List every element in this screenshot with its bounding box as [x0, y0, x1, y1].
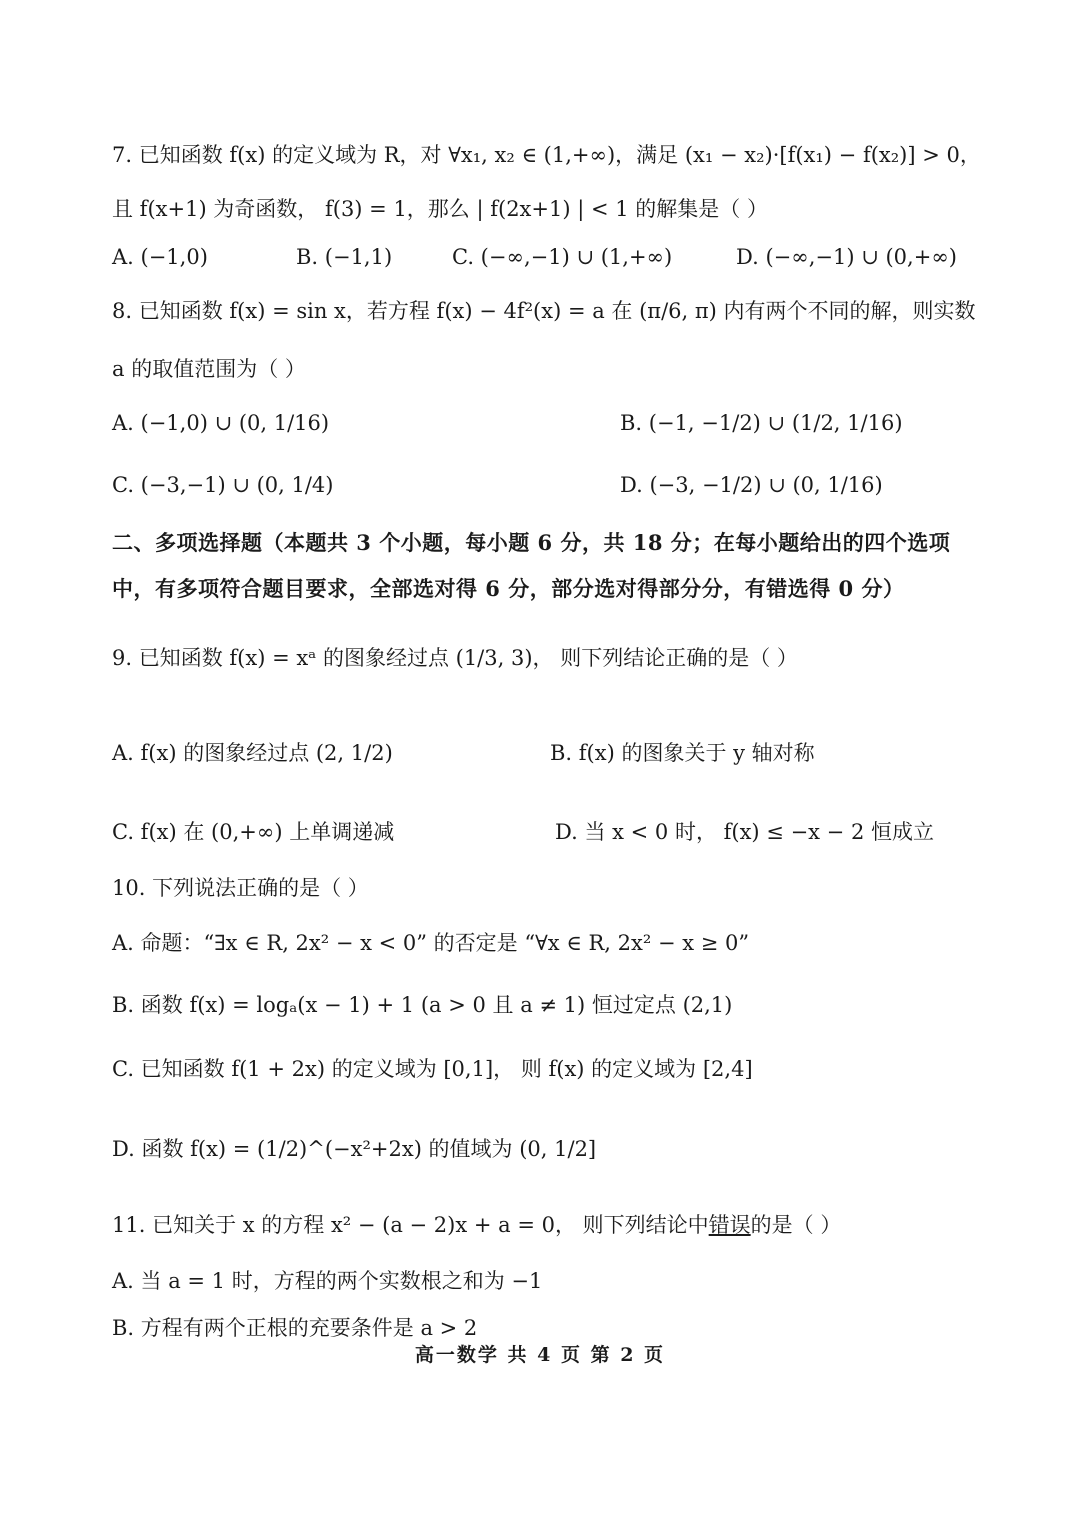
q10-option-b: B. 函数 f(x) = logₐ(x − 1) + 1 (a > 0 且 a ≠ 1) 恒过定点 (2,1) [112, 993, 733, 1017]
q7-option-c: C. (−∞,−1) ∪ (1,+∞) [452, 245, 673, 269]
q11-stem-pre: 11. 已知关于 x 的方程 x² − (a − 2)x + a = 0， 则下列结论中 [112, 1213, 709, 1237]
q11-option-a: A. 当 a = 1 时，方程的两个实数根之和为 −1 [112, 1269, 543, 1293]
q8-stem-line2: a 的取值范围为（ ） [112, 357, 306, 381]
q9-option-d: D. 当 x < 0 时， f(x) ≤ −x − 2 恒成立 [555, 820, 934, 844]
q11-option-b: B. 方程有两个正根的充要条件是 a > 2 [112, 1316, 478, 1340]
q9-option-b: B. f(x) 的图象关于 y 轴对称 [550, 741, 815, 765]
q10-option-d: D. 函数 f(x) = (1/2)^(−x²+2x) 的值域为 (0, 1/2] [112, 1137, 597, 1161]
q11-stem [112, 1210, 841, 1240]
q10-option-a: A. 命题：“∃x ∈ R, 2x² − x < 0” 的否定是 “∀x ∈ R, 2x² − x ≥ 0” [112, 931, 750, 955]
q7-option-b: B. (−1,1) [296, 245, 393, 269]
q8-option-c: C. (−3,−1) ∪ (0, 1/4) [112, 473, 334, 497]
q9-stem: 9. 已知函数 f(x) = xᵃ 的图象经过点 (1/3, 3)， 则下列结论正确的是（ ） [112, 646, 798, 670]
q7-stem-line2: 且 f(x+1) 为奇函数， f(3) = 1，那么 | f(2x+1) | < 1 的解集是（ ） [112, 197, 768, 221]
q9-option-c: C. f(x) 在 (0,+∞) 上单调递减 [112, 820, 395, 844]
q8-option-b: B. (−1, −1/2) ∪ (1/2, 1/16) [620, 411, 903, 435]
q7-option-a: A. (−1,0) [112, 245, 208, 269]
q11-stem-underlined: 错误 [708, 1213, 751, 1237]
section2-heading-line1: 二、多项选择题（本题共 3 个小题，每小题 6 分，共 18 分；在每小题给出的四个选项 [112, 530, 951, 555]
q7-option-d: D. (−∞,−1) ∪ (0,+∞) [736, 245, 958, 269]
q7-stem-line1: 7. 已知函数 f(x) 的定义域为 R，对 ∀x₁, x₂ ∈ (1,+∞)，满足 (x₁ − x₂)·[f(x₁) − f(x₂)] > 0， [112, 143, 981, 167]
page-footer: 高一数学 共 4 页 第 2 页 [414, 1344, 666, 1366]
q11-stem-post: 的是（ ） [750, 1213, 842, 1237]
q9-option-a: A. f(x) 的图象经过点 (2, 1/2) [112, 741, 393, 765]
q8-option-d: D. (−3, −1/2) ∪ (0, 1/16) [620, 473, 883, 497]
q8-stem-line1: 8. 已知函数 f(x) = sin x，若方程 f(x) − 4f²(x) = a 在 (π/6, π) 内有两个不同的解，则实数 [112, 299, 976, 323]
q8-option-a: A. (−1,0) ∪ (0, 1/16) [112, 411, 330, 435]
q10-option-c: C. 已知函数 f(1 + 2x) 的定义域为 [0,1]， 则 f(x) 的定义域为 [2,4] [112, 1057, 753, 1081]
section2-heading-line2: 中，有多项符合题目要求，全部选对得 6 分，部分选对得部分分，有错选得 0 分） [112, 576, 905, 601]
q10-stem: 10. 下列说法正确的是（ ） [112, 876, 369, 900]
